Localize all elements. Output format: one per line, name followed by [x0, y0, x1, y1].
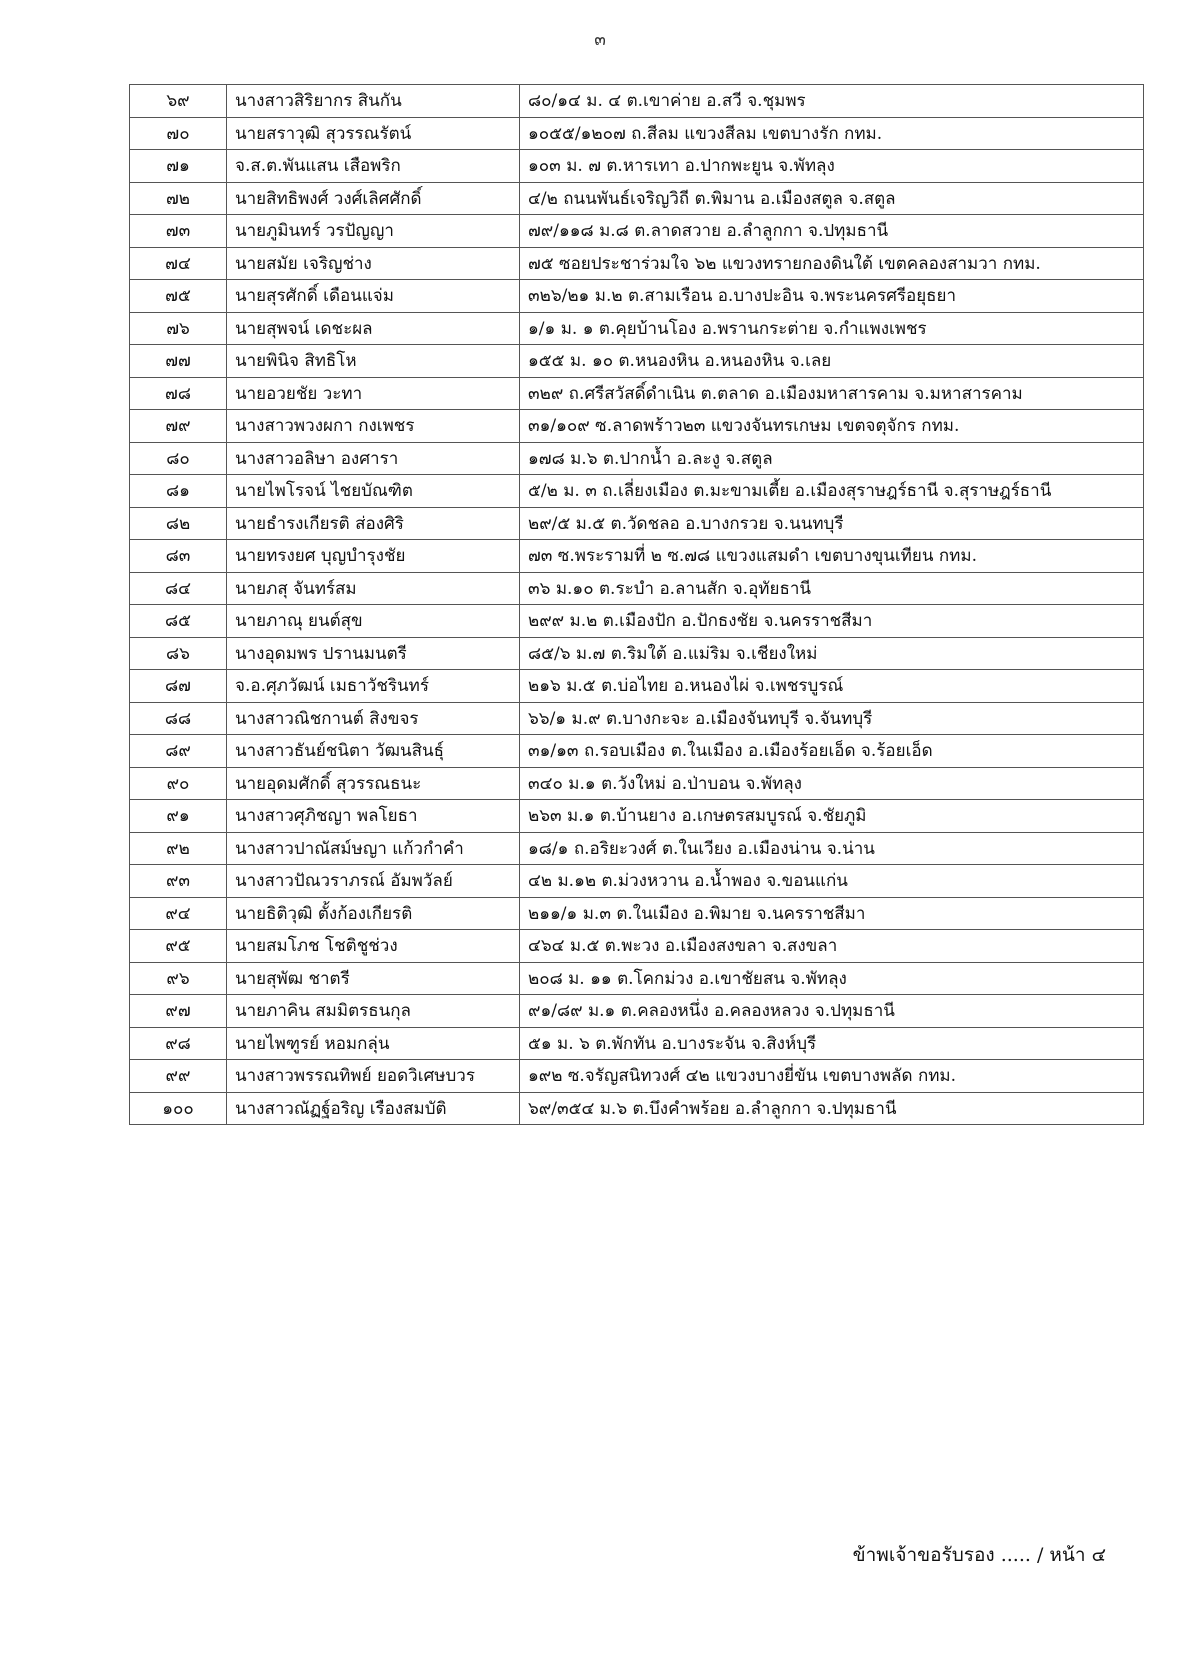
- table-row: [130, 345, 1144, 378]
- person-address: ๗๙/๑๑๘ ม.๘ ต.ลาดสวาย อ.ลำลูกกา จ.ปทุมธานี: [520, 215, 1144, 248]
- table-row: [130, 150, 1144, 183]
- person-name: นายธิติวุฒิ ตั้งก้องเกียรติ: [227, 897, 520, 930]
- table-row: [130, 637, 1144, 670]
- person-name: นายภาณุ ยนต์สุข: [227, 605, 520, 638]
- table-row: [130, 995, 1144, 1028]
- person-address: ๒๙/๕ ม.๕ ต.วัดชลอ อ.บางกรวย จ.นนทบุรี: [520, 507, 1144, 540]
- person-address: ๑/๑ ม. ๑ ต.คุยบ้านโอง อ.พรานกระต่าย จ.กำแพงเพชร: [520, 312, 1144, 345]
- row-number: ๘๖: [130, 637, 227, 670]
- person-address: ๘๐/๑๔ ม. ๔ ต.เขาค่าย อ.สวี จ.ชุมพร: [520, 85, 1144, 118]
- table-row: [130, 702, 1144, 735]
- person-name: จ.อ.ศุภวัฒน์ เมธาวัชรินทร์: [227, 670, 520, 703]
- table-row: [130, 1092, 1144, 1125]
- row-number: ๗๙: [130, 410, 227, 443]
- person-name: นายอุดมศักดิ์ สุวรรณธนะ: [227, 767, 520, 800]
- page-number: ๓: [594, 30, 606, 50]
- person-address: ๒๙๙ ม.๒ ต.เมืองปัก อ.ปักธงชัย จ.นครราชสีมา: [520, 605, 1144, 638]
- person-name: จ.ส.ต.พันแสน เสือพริก: [227, 150, 520, 183]
- row-number: ๗๑: [130, 150, 227, 183]
- person-name: นายพินิจ สิทธิโห: [227, 345, 520, 378]
- roster-table: [129, 84, 1144, 1125]
- row-number: ๙๙: [130, 1060, 227, 1093]
- table-row: [130, 865, 1144, 898]
- table-row: [130, 182, 1144, 215]
- table-row: [130, 540, 1144, 573]
- table-row: [130, 312, 1144, 345]
- person-name: นายสุพัฒ ชาตรี: [227, 962, 520, 995]
- person-address: ๓๔๐ ม.๑ ต.วังใหม่ อ.ป่าบอน จ.พัทลุง: [520, 767, 1144, 800]
- person-address: ๕/๒ ม. ๓ ถ.เลี่ยงเมือง ต.มะขามเตี้ย อ.เมืองสุราษฎร์ธานี จ.สุราษฎร์ธานี: [520, 475, 1144, 508]
- person-address: ๙๑/๘๙ ม.๑ ต.คลองหนึ่ง อ.คลองหลวง จ.ปทุมธานี: [520, 995, 1144, 1028]
- table-row: [130, 897, 1144, 930]
- person-address: ๑๘/๑ ถ.อริยะวงศ์ ต.ในเวียง อ.เมืองน่าน จ.น่าน: [520, 832, 1144, 865]
- row-number: ๙๗: [130, 995, 227, 1028]
- row-number: ๘๗: [130, 670, 227, 703]
- row-number: ๘๙: [130, 735, 227, 768]
- table-row: [130, 410, 1144, 443]
- table-row: [130, 475, 1144, 508]
- person-address: ๖๖/๑ ม.๙ ต.บางกะจะ อ.เมืองจันทบุรี จ.จันทบุรี: [520, 702, 1144, 735]
- person-address: ๕๑ ม. ๖ ต.พักทัน อ.บางระจัน จ.สิงห์บุรี: [520, 1027, 1144, 1060]
- table-row: [130, 605, 1144, 638]
- person-name: นางอุดมพร ปรานมนตรี: [227, 637, 520, 670]
- row-number: ๗๖: [130, 312, 227, 345]
- row-number: ๘๒: [130, 507, 227, 540]
- table-row: [130, 377, 1144, 410]
- row-number: ๙๐: [130, 767, 227, 800]
- table-row: [130, 767, 1144, 800]
- person-name: นายไพโรจน์ ไชยบัณฑิต: [227, 475, 520, 508]
- table-row: [130, 215, 1144, 248]
- row-number: ๘๘: [130, 702, 227, 735]
- table-row: [130, 572, 1144, 605]
- person-address: ๓๑/๑๐๙ ซ.ลาดพร้าว๒๓ แขวงจันทรเกษม เขตจตุจักร กทม.: [520, 410, 1144, 443]
- person-address: ๒๑๖ ม.๕ ต.บ่อไทย อ.หนองไผ่ จ.เพชรบูรณ์: [520, 670, 1144, 703]
- table-row: [130, 670, 1144, 703]
- person-address: ๔/๒ ถนนพันธ์เจริญวิถี ต.พิมาน อ.เมืองสตูล จ.สตูล: [520, 182, 1144, 215]
- table-row: [130, 442, 1144, 475]
- row-number: ๘๐: [130, 442, 227, 475]
- person-name: นายสราวุฒิ สุวรรณรัตน์: [227, 117, 520, 150]
- row-number: ๗๐: [130, 117, 227, 150]
- row-number: ๙๖: [130, 962, 227, 995]
- person-address: ๓๑/๑๓ ถ.รอบเมือง ต.ในเมือง อ.เมืองร้อยเอ็ด จ.ร้อยเอ็ด: [520, 735, 1144, 768]
- person-name: นางสาวพรรณทิพย์ ยอดวิเศษบวร: [227, 1060, 520, 1093]
- person-address: ๗๕ ซอยประชาร่วมใจ ๖๒ แขวงทรายกองดินใต้ เขตคลองสามวา กทม.: [520, 247, 1144, 280]
- person-address: ๑๗๘ ม.๖ ต.ปากน้ำ อ.ละงู จ.สตูล: [520, 442, 1144, 475]
- person-address: ๑๐๓ ม. ๗ ต.หารเทา อ.ปากพะยูน จ.พัทลุง: [520, 150, 1144, 183]
- row-number: ๙๘: [130, 1027, 227, 1060]
- person-address: ๓๒๖/๒๑ ม.๒ ต.สามเรือน อ.บางปะอิน จ.พระนครศรีอยุธยา: [520, 280, 1144, 313]
- row-number: ๙๑: [130, 800, 227, 833]
- table-row: [130, 117, 1144, 150]
- person-name: นางสาวอลิษา องศารา: [227, 442, 520, 475]
- person-address: ๒๐๘ ม. ๑๑ ต.โคกม่วง อ.เขาชัยสน จ.พัทลุง: [520, 962, 1144, 995]
- row-number: ๗๗: [130, 345, 227, 378]
- row-number: ๙๔: [130, 897, 227, 930]
- person-name: นางสาวณิชกานต์ สิงขจร: [227, 702, 520, 735]
- person-name: นายสุพจน์ เดชะผล: [227, 312, 520, 345]
- person-name: นางสาวธันย์ชนิตา วัฒนสินธุ์: [227, 735, 520, 768]
- person-address: ๓๒๙ ถ.ศรีสวัสดิ์ดำเนิน ต.ตลาด อ.เมืองมหาสารคาม จ.มหาสารคาม: [520, 377, 1144, 410]
- table-row: [130, 800, 1144, 833]
- person-name: นายภูมินทร์ วรปัญญา: [227, 215, 520, 248]
- person-address: ๔๒ ม.๑๒ ต.ม่วงหวาน อ.น้ำพอง จ.ขอนแก่น: [520, 865, 1144, 898]
- person-address: ๑๙๒ ซ.จรัญสนิทวงศ์ ๔๒ แขวงบางยี่ขัน เขตบางพลัด กทม.: [520, 1060, 1144, 1093]
- row-number: ๗๓: [130, 215, 227, 248]
- row-number: ๘๑: [130, 475, 227, 508]
- table-row: [130, 832, 1144, 865]
- person-name: นายภสุ จันทร์สม: [227, 572, 520, 605]
- row-number: ๙๓: [130, 865, 227, 898]
- row-number: ๑๐๐: [130, 1092, 227, 1125]
- row-number: ๙๕: [130, 930, 227, 963]
- person-name: นางสาวปัณวราภรณ์ อัมพวัลย์: [227, 865, 520, 898]
- table-row: [130, 247, 1144, 280]
- person-name: นายทรงยศ บุญบำรุงชัย: [227, 540, 520, 573]
- person-name: นายไพฑูรย์ หอมกลุ่น: [227, 1027, 520, 1060]
- row-number: ๗๕: [130, 280, 227, 313]
- row-number: ๗๘: [130, 377, 227, 410]
- person-name: นายธำรงเกียรติ ส่องศิริ: [227, 507, 520, 540]
- person-name: นางสาวปาณัสม์ษญา แก้วกำคำ: [227, 832, 520, 865]
- table-row: [130, 962, 1144, 995]
- table-row: [130, 280, 1144, 313]
- person-address: ๑๐๕๕/๑๒๐๗ ถ.สีลม แขวงสีลม เขตบางรัก กทม.: [520, 117, 1144, 150]
- table-row: [130, 85, 1144, 118]
- person-name: นางสาวศุภิชญา พลโยธา: [227, 800, 520, 833]
- person-name: นางสาวพวงผกา กงเพชร: [227, 410, 520, 443]
- person-address: ๓๖ ม.๑๐ ต.ระบำ อ.ลานสัก จ.อุทัยธานี: [520, 572, 1144, 605]
- person-address: ๖๙/๓๕๔ ม.๖ ต.บึงคำพร้อย อ.ลำลูกกา จ.ปทุมธานี: [520, 1092, 1144, 1125]
- person-name: นายสุรศักดิ์ เดือนแจ่ม: [227, 280, 520, 313]
- row-number: ๗๔: [130, 247, 227, 280]
- person-name: นายภาคิน สมมิตรธนกุล: [227, 995, 520, 1028]
- person-name: นายสิทธิพงศ์ วงศ์เลิศศักดิ์: [227, 182, 520, 215]
- row-number: ๙๒: [130, 832, 227, 865]
- person-name: นางสาวสิริยากร สินกัน: [227, 85, 520, 118]
- person-address: ๘๕/๖ ม.๗ ต.ริมใต้ อ.แม่ริม จ.เชียงใหม่: [520, 637, 1144, 670]
- row-number: ๘๔: [130, 572, 227, 605]
- table-row: [130, 930, 1144, 963]
- roster-table-body: [130, 85, 1144, 1125]
- person-address: ๑๕๕ ม. ๑๐ ต.หนองหิน อ.หนองหิน จ.เลย: [520, 345, 1144, 378]
- row-number: ๗๒: [130, 182, 227, 215]
- person-address: ๗๓ ซ.พระรามที่ ๒ ซ.๗๘ แขวงแสมดำ เขตบางขุนเทียน กทม.: [520, 540, 1144, 573]
- certification-footer: ข้าพเจ้าขอรับรอง ..... / หน้า ๔: [852, 1544, 1106, 1566]
- row-number: ๖๙: [130, 85, 227, 118]
- person-name: นางสาวณัฏฐ์อริญ เรืองสมบัติ: [227, 1092, 520, 1125]
- table-row: [130, 735, 1144, 768]
- row-number: ๘๕: [130, 605, 227, 638]
- table-row: [130, 1027, 1144, 1060]
- person-name: นายสมัย เจริญช่าง: [227, 247, 520, 280]
- person-address: ๒๑๑/๑ ม.๓ ต.ในเมือง อ.พิมาย จ.นครราชสีมา: [520, 897, 1144, 930]
- table-row: [130, 1060, 1144, 1093]
- person-address: ๒๖๓ ม.๑ ต.บ้านยาง อ.เกษตรสมบูรณ์ จ.ชัยภูมิ: [520, 800, 1144, 833]
- person-address: ๔๖๔ ม.๕ ต.พะวง อ.เมืองสงขลา จ.สงขลา: [520, 930, 1144, 963]
- person-name: นายอวยชัย วะทา: [227, 377, 520, 410]
- row-number: ๘๓: [130, 540, 227, 573]
- table-row: [130, 507, 1144, 540]
- person-name: นายสมโภช โชติชูช่วง: [227, 930, 520, 963]
